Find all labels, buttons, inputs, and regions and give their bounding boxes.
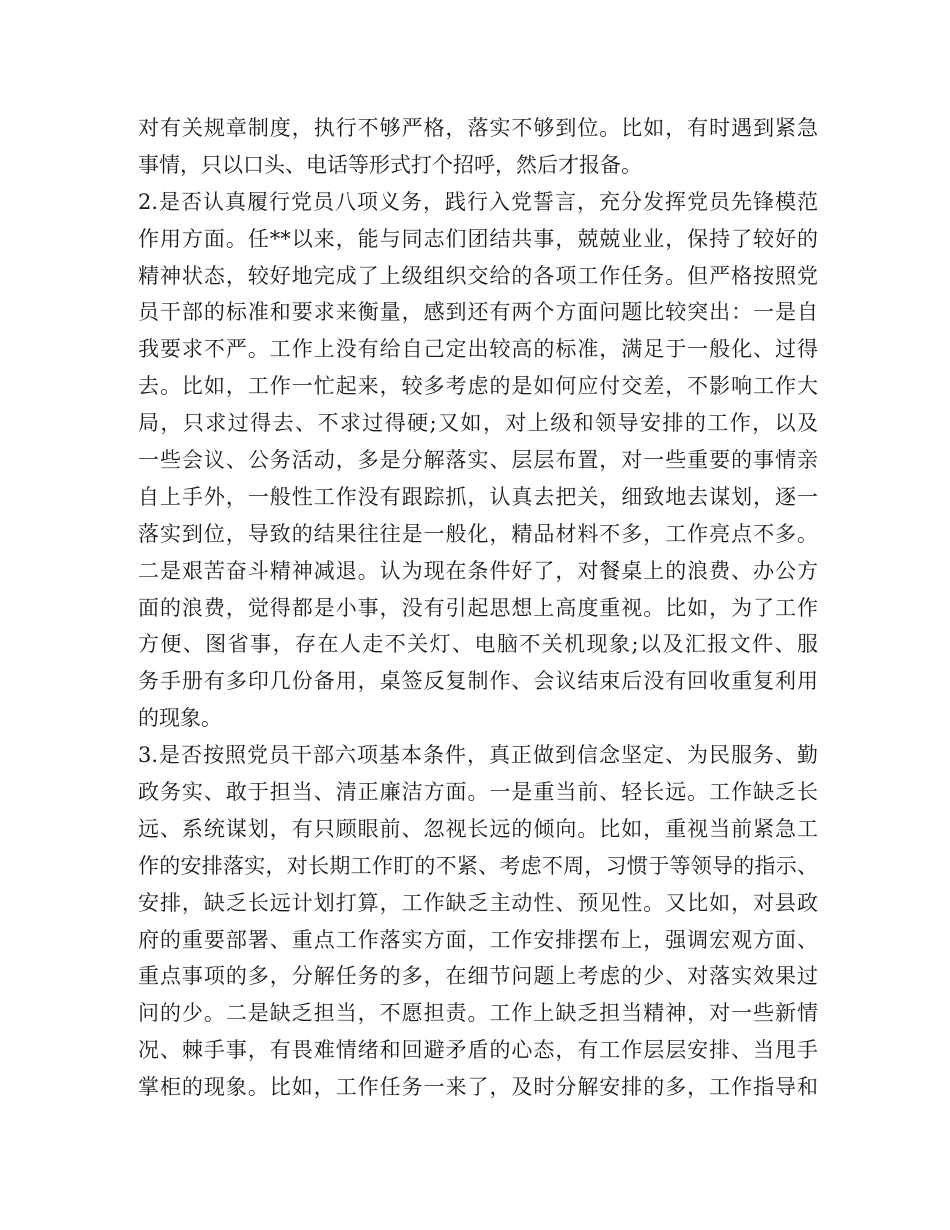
text-line: 安排，缺乏长远计划打算，工作缺乏主动性、预见性。又比如，对县政 — [138, 890, 818, 915]
text-line: 落实到位，导致的结果往往是一般化，精品材料不多，工作亮点不多。 — [138, 521, 818, 546]
text-line: 局，只求过得去、不求过得硬;又如，对上级和领导安排的工作，以及 — [138, 411, 818, 436]
text-line: 3.是否按照党员干部六项基本条件，真正做到信念坚定、为民服务、勤 — [138, 743, 818, 768]
text-line: 自上手外，一般性工作没有跟踪抓，认真去把关，细致地去谋划，逐一 — [138, 484, 818, 509]
text-line: 况、棘手事，有畏难情绪和回避矛盾的心态，有工作层层安排、当甩手 — [138, 1038, 818, 1063]
document-body — [138, 110, 818, 1106]
text-line: 远、系统谋划，有只顾眼前、忽视长远的倾向。比如，重视当前紧急工 — [138, 816, 818, 841]
text-line: 问的少。二是缺乏担当，不愿担责。工作上缺乏担当精神，对一些新情 — [138, 1001, 818, 1026]
text-line: 对有关规章制度，执行不够严格，落实不够到位。比如，有时遇到紧急 — [138, 116, 818, 140]
text-line: 2.是否认真履行党员八项义务，践行入党誓言，充分发挥党员先锋模范 — [138, 189, 818, 214]
text-line: 的现象。 — [138, 706, 222, 731]
text-line: 事情，只以口头、电话等形式打个招呼，然后才报备。 — [138, 152, 642, 177]
text-line: 掌柜的现象。比如，工作任务一来了，及时分解安排的多，工作指导和 — [138, 1075, 818, 1100]
text-line: 政务实、敢于担当、清正廉洁方面。一是重当前、轻长远。工作缺乏长 — [138, 780, 818, 805]
text-line: 作的安排落实，对长期工作盯的不紧、考虑不周，习惯于等领导的指示、 — [138, 853, 818, 878]
text-line: 我要求不严。工作上没有给自己定出较高的标准，满足于一般化、过得 — [138, 337, 818, 362]
text-line: 二是艰苦奋斗精神减退。认为现在条件好了，对餐桌上的浪费、办公方 — [138, 558, 818, 583]
text-line: 作用方面。任**以来，能与同志们团结共事，兢兢业业，保持了较好的 — [138, 226, 818, 251]
text-line: 重点事项的多，分解任务的多，在细节问题上考虑的少、对落实效果过 — [138, 964, 818, 989]
text-line: 去。比如，工作一忙起来，较多考虑的是如何应付交差，不影响工作大 — [138, 374, 818, 399]
text-line: 精神状态，较好地完成了上级组织交给的各项工作任务。但严格按照党 — [138, 263, 818, 288]
text-line: 方便、图省事，存在人走不关灯、电脑不关机现象;以及汇报文件、服 — [138, 632, 818, 657]
text-line: 面的浪费，觉得都是小事，没有引起思想上高度重视。比如，为了工作 — [138, 595, 818, 620]
text-line: 府的重要部署、重点工作落实方面，工作安排摆布上，强调宏观方面、 — [138, 927, 818, 952]
text-line: 务手册有多印几份备用，桌签反复制作、会议结束后没有回收重复利用 — [138, 669, 818, 694]
text-line: 一些会议、公务活动，多是分解落实、层层布置，对一些重要的事情亲 — [138, 448, 818, 473]
text-line: 员干部的标准和要求来衡量，感到还有两个方面问题比较突出：一是自 — [138, 300, 818, 325]
